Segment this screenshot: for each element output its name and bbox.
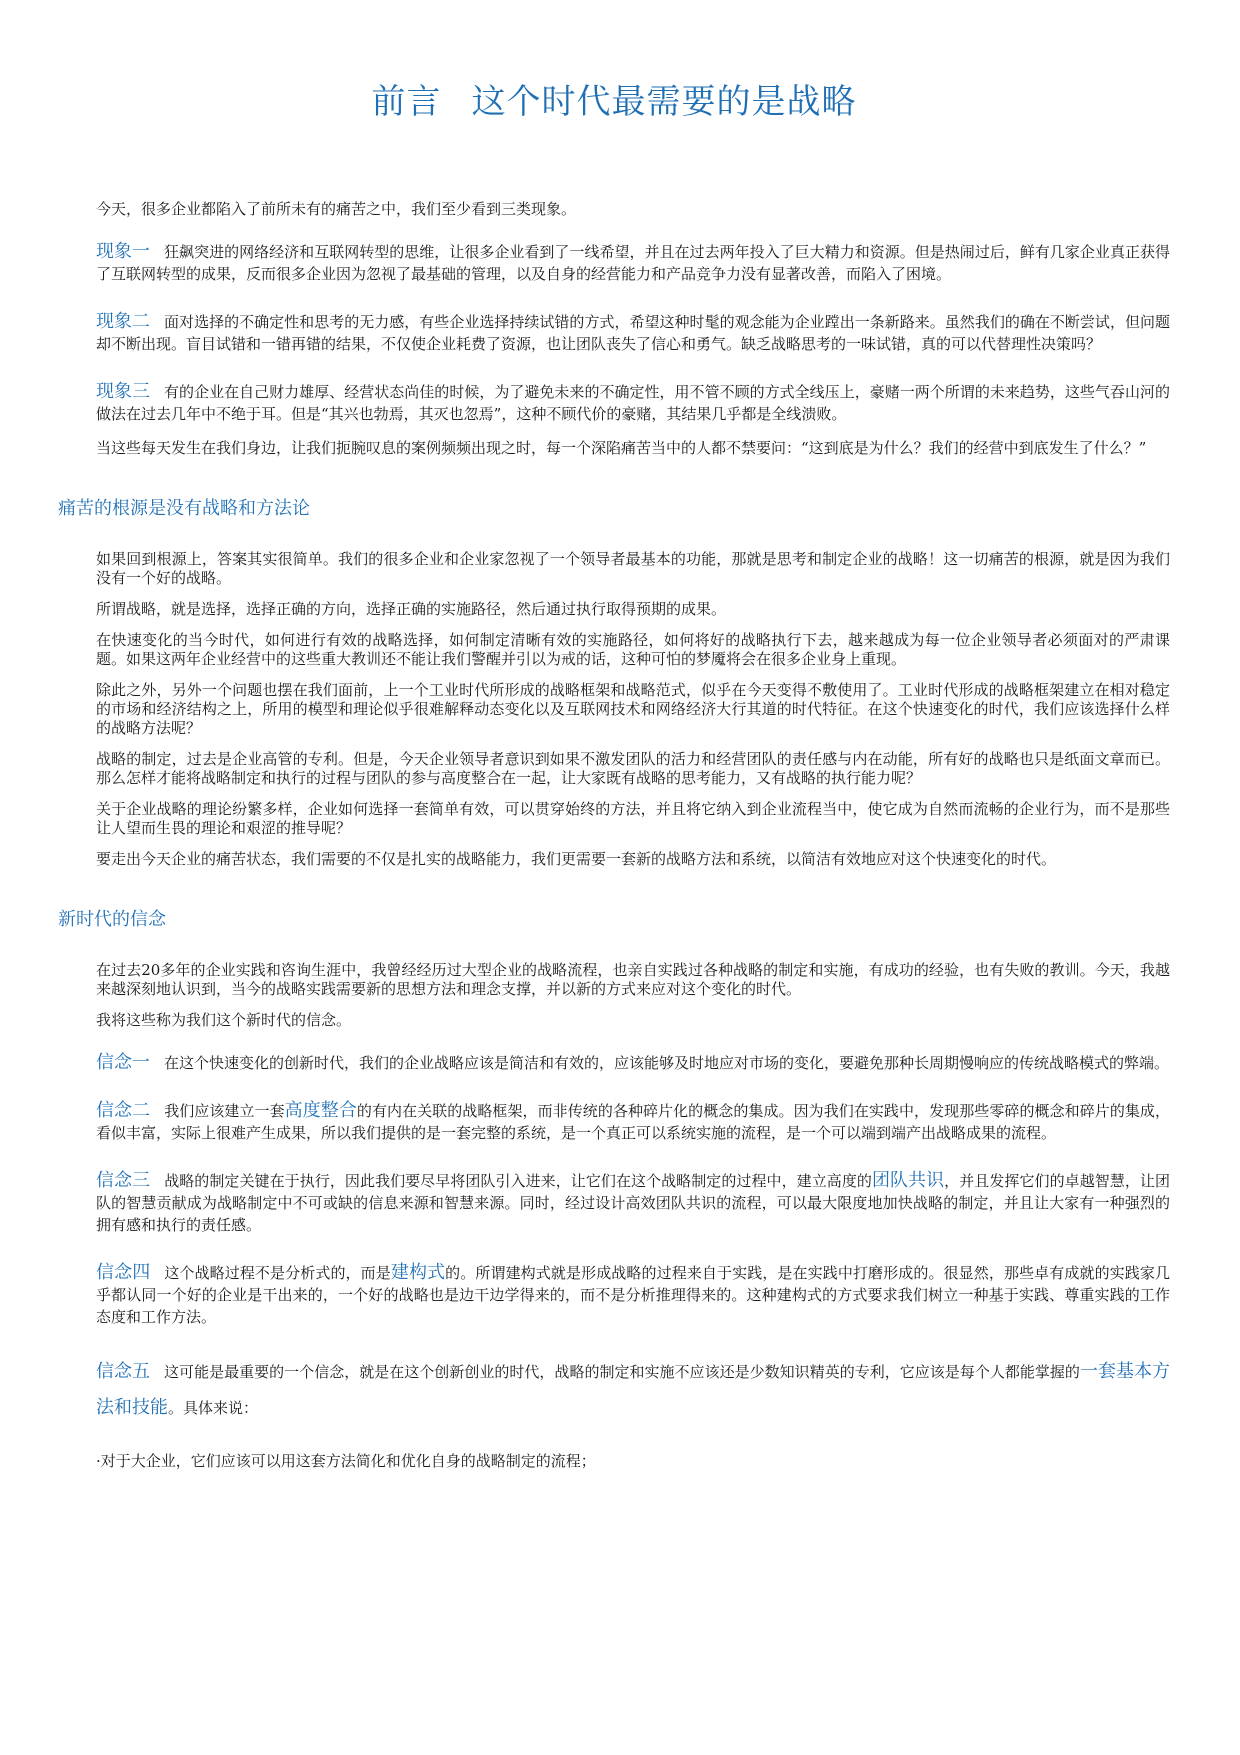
- intro-paragraph: 今天，很多企业都陷入了前所未有的痛苦之中，我们至少看到三类现象。: [96, 200, 577, 218]
- phenomenon-3: [96, 381, 1170, 425]
- belief-highlight: 建构式: [390, 1262, 446, 1283]
- belief-label: 信念三: [96, 1170, 151, 1191]
- belief-label: 信念一: [96, 1052, 150, 1073]
- belief-text-cont: 。具体来说：: [168, 1399, 259, 1417]
- belief-3: [96, 1170, 1170, 1236]
- belief-text: 这可能是最重要的一个信念，就是在这个创新创业的时代，战略的制定和实施不应该还是少数知识精英的专利，它应该是每个人都能掌握的: [164, 1363, 1080, 1381]
- phenomenon-text: 有的企业在自己财力雄厚、经营状态尚佳的时候，为了避免未来的不确定性，用不管不顾的方式全线压上，豪赌一两个所谓的未来趋势，这些气吞山河的做法在过去几年中不绝于耳。但是“其兴也勃焉，其灭也忽焉”，这种不顾代价的豪赌，其结果几乎都是全线溃败。: [96, 383, 1170, 423]
- closing-paragraph: 当这些每天发生在我们身边，让我们扼腕叹息的案例频频出现之时，每一个深陷痛苦当中的人都不禁要问：“这到底是为什么？我们的经营中到底发生了什么？”: [96, 439, 1147, 457]
- belief-5: [96, 1354, 1170, 1426]
- phenomenon-label: 现象二: [96, 311, 151, 332]
- title-main: 这个时代最需要的是战略: [471, 82, 857, 122]
- bullet-item: ·对于大企业，它们应该可以用这套方法简化和优化自身的战略制定的流程；: [96, 1452, 596, 1470]
- belief-label: 信念四: [96, 1262, 151, 1283]
- phenomenon-2: [96, 311, 1170, 355]
- body-paragraph: 要走出今天企业的痛苦状态，我们需要的不仅是扎实的战略能力，我们更需要一套新的战略方法和系统，以简洁有效地应对这个快速变化的时代。: [96, 850, 1057, 868]
- belief-highlight: 团队共识: [871, 1170, 945, 1191]
- body-paragraph: 除此之外，另外一个问题也摆在我们面前，上一个工业时代所形成的战略框架和战略范式，似乎在今天变得不敷使用了。工业时代形成的战略框架建立在相对稳定的市场和经济结构之上，所用的模型和理论似乎很难解释动态变化以及互联网技术和网络经济大行其道的时代特征。在这个快速变化的时代，我们应该选择什么样的战略方法呢？: [96, 681, 1170, 737]
- body-paragraph: 在过去20多年的企业实践和咨询生涯中，我曾经经历过大型企业的战略流程，也亲自实践过各种战略的制定和实施，有成功的经验，也有失败的教训。今天，我越来越深刻地认识到，当今的战略实践需要新的思想方法和理念支撑，并以新的方式来应对这个变化的时代。: [96, 961, 1170, 998]
- belief-2: [96, 1100, 1170, 1144]
- belief-text: 战略的制定关键在于执行，因此我们要尽早将团队引入进来，让它们在这个战略制定的过程中，建立高度的: [164, 1172, 872, 1190]
- belief-text-cont: ，并且发挥它们的卓越智慧，让团队的智慧贡献成为战略制定中不可或缺的信息来源和智慧来源。同时，经过设计高效团队共识的流程，可以最大限度地加快战略的制定，并且让大家有一种强烈的拥有感和执行的责任感。: [96, 1172, 1170, 1234]
- belief-label: 信念五: [96, 1361, 151, 1382]
- phenomenon-label: 现象一: [96, 241, 151, 262]
- phenomenon-1: [96, 241, 1170, 285]
- belief-text: 在这个快速变化的创新时代，我们的企业战略应该是简洁和有效的，应该能够及时地应对市场的变化，要避免那种长周期慢响应的传统战略模式的弊端。: [164, 1054, 1170, 1072]
- belief-text-cont: 的有内在关联的战略框架，而非传统的各种碎片化的概念的集成。因为我们在实践中，发现那些零碎的概念和碎片的集成，看似丰富，实际上很难产生成果，所以我们提供的是一套完整的系统，是一个真正可以系统实施的流程，是一个可以端到端产出战略成果的流程。: [96, 1102, 1170, 1142]
- body-paragraph: 关于企业战略的理论纷繁多样，企业如何选择一套简单有效，可以贯穿始终的方法，并且将它纳入到企业流程当中，使它成为自然而流畅的企业行为，而不是那些让人望而生畏的理论和艰涩的推导呢？: [96, 800, 1170, 837]
- body-paragraph: 所谓战略，就是选择，选择正确的方向，选择正确的实施路径，然后通过执行取得预期的成果。: [96, 600, 727, 618]
- belief-text: 我们应该建立一套: [164, 1102, 285, 1120]
- phenomenon-label: 现象三: [96, 381, 151, 402]
- belief-highlight: 高度整合: [284, 1100, 357, 1121]
- body-paragraph: 我将这些称为我们这个新时代的信念。: [96, 1011, 352, 1029]
- belief-label: 信念二: [96, 1100, 151, 1121]
- belief-text-cont: 的。所谓建构式就是形成战略的过程来自于实践，是在实践中打磨形成的。很显然，那些卓有成就的实践家几乎都认同一个好的企业是干出来的，一个好的战略也是边干边学得来的，而不是分析推理得来的。这种建构式的方式要求我们树立一种基于实践、尊重实践的工作态度和工作方法。: [96, 1264, 1170, 1326]
- belief-text: 这个战略过程不是分析式的，而是: [164, 1264, 391, 1282]
- title-prefix: 前言: [371, 82, 442, 122]
- belief-4: [96, 1262, 1170, 1328]
- section-heading-root-cause: 痛苦的根源是没有战略和方法论: [58, 498, 310, 519]
- body-paragraph: 战略的制定，过去是企业高管的专利。但是，今天企业领导者意识到如果不激发团队的活力和经营团队的责任感与内在动能，所有好的战略也只是纸面文章而已。那么怎样才能将战略制定和执行的过程与团队的参与高度整合在一起，让大家既有战略的思考能力，又有战略的执行能力呢？: [96, 750, 1170, 787]
- body-paragraph: 在快速变化的当今时代，如何进行有效的战略选择，如何制定清晰有效的实施路径，如何将好的战略执行下去，越来越成为每一位企业领导者必须面对的严肃课题。如果这两年企业经营中的这些重大教训还不能让我们警醒并引以为戒的话，这种可怕的梦魇将会在很多企业身上重现。: [96, 631, 1170, 668]
- phenomenon-text: 狂飙突进的网络经济和互联网转型的思维，让很多企业看到了一线希望，并且在过去两年投入了巨大精力和资源。但是热闹过后，鲜有几家企业真正获得了互联网转型的成果，反而很多企业因为忽视了最基础的管理，以及自身的经营能力和产品竞争力没有显著改善，而陷入了困境。: [96, 243, 1170, 283]
- body-paragraph: 如果回到根源上，答案其实很简单。我们的很多企业和企业家忽视了一个领导者最基本的功能，那就是思考和制定企业的战略！这一切痛苦的根源，就是因为我们没有一个好的战略。: [96, 550, 1170, 587]
- phenomenon-text: 面对选择的不确定性和思考的无力感，有些企业选择持续试错的方式，希望这种时髦的观念能为企业蹚出一条新路来。虽然我们的确在不断尝试，但问题却不断出现。盲目试错和一错再错的结果，不仅使企业耗费了资源，也让团队丧失了信心和勇气。缺乏战略思考的一味试错，真的可以代替理性决策吗？: [96, 313, 1170, 353]
- section-heading-new-era-beliefs: 新时代的信念: [58, 909, 166, 930]
- belief-1: [96, 1052, 1170, 1074]
- belief-highlight: 一套基本方法和技能: [96, 1361, 1170, 1418]
- page-title: [58, 0, 1170, 140]
